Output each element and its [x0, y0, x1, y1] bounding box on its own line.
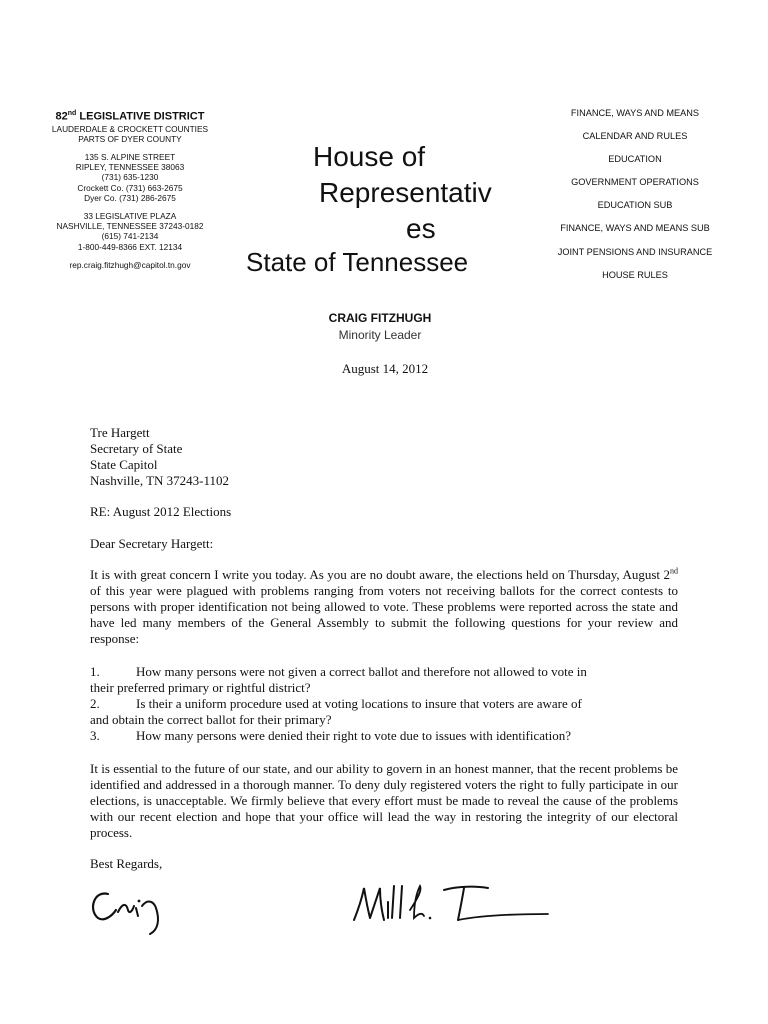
capitol-street: 33 LEGISLATIVE PLAZA — [83, 211, 177, 222]
signature-craig — [86, 876, 186, 936]
recipient-line: Tre Hargett — [90, 425, 150, 440]
committee-item: EDUCATION — [608, 154, 662, 165]
title-line-1: House of — [313, 141, 426, 172]
district-street: 135 S. ALPINE STREET — [84, 152, 176, 163]
district-phone: (731) 635-1230 — [101, 172, 159, 183]
paragraph-intro: It is with great concern I write you today. As you are no doubt aware, the elections held on Thursday, August 2nd of this year were plagued with problems ranging from voters not receiving ballots for the correct contests to persons with proper identification not being allowed to vote. These problems were reported across the state and have led many members of the General Assembly to submit the following questions for your review and response: — [90, 566, 678, 646]
committee-list — [545, 107, 725, 292]
tollfree-phone: 1-800-449-8366 EXT. 12134 — [77, 241, 183, 252]
committee-item: CALENDAR AND RULES — [582, 131, 688, 142]
salutation: Dear Secretary Hargett: — [90, 536, 214, 551]
capitol-city: NASHVILLE, TENNESSEE 37243-0182 — [56, 221, 204, 232]
recipient-line: Secretary of State — [90, 441, 183, 456]
title-line-2: Representativ — [319, 177, 492, 208]
question-item: 1. How many persons were not given a correct ballot and therefore not allowed to vote in — [90, 664, 587, 679]
recipient-line: Nashville, TN 37243-1102 — [90, 473, 230, 488]
paragraph-closing: It is essential to the future of our state, and our ability to govern in an honest manner, that the recent problems be identified and addressed in a thorough manner. To deny duly registered voters the right to fully participate in our elections, is unacceptable. We firmly believe that every effort must be made to reveal the cause of the problems with our recent election and hope that your office will lead the way in restoring the integrity of our electoral process. — [90, 761, 678, 840]
crockett-phone: Crockett Co. (731) 663-2675 — [77, 182, 183, 193]
committee-item: EDUCATION SUB — [597, 200, 673, 211]
counties: LAUDERDALE & CROCKETT COUNTIES — [51, 123, 209, 134]
committee-item: GOVERNMENT OPERATIONS — [571, 177, 699, 188]
question-item: 3. How many persons were denied their right to vote due to issues with identification? — [90, 728, 572, 743]
letterhead-title — [236, 140, 526, 280]
question-continuation: their preferred primary or rightful district? — [90, 680, 311, 695]
representative-name: CRAIG FITZHUGH — [328, 311, 432, 325]
committee-item: HOUSE RULES — [602, 269, 668, 280]
email: rep.craig.fitzhugh@capitol.tn.gov — [69, 259, 191, 270]
letter-date: August 14, 2012 — [341, 361, 429, 376]
title-line-4: State of Tennessee — [246, 247, 469, 277]
question-item: 2. Is their a uniform procedure used at voting locations to insure that voters are aware of — [90, 696, 582, 711]
signature-second — [348, 880, 554, 926]
district-city: RIPLEY, TENNESSEE 38063 — [75, 162, 185, 173]
committee-item: JOINT PENSIONS AND INSURANCE — [557, 246, 713, 257]
committee-item: FINANCE, WAYS AND MEANS SUB — [560, 223, 710, 234]
closing: Best Regards, — [90, 856, 163, 871]
recipient-address — [90, 425, 678, 489]
capitol-phone: (615) 741-2134 — [101, 231, 159, 242]
questions-list — [90, 664, 678, 744]
representative-title: Minority Leader — [338, 328, 422, 342]
question-continuation: and obtain the correct ballot for their primary? — [90, 712, 332, 727]
dyer-phone: Dyer Co. (731) 286-2675 — [84, 192, 176, 203]
district-info — [30, 107, 230, 270]
title-line-3: es — [406, 213, 436, 244]
recipient-line: State Capitol — [90, 457, 158, 472]
parts: PARTS OF DYER COUNTY — [78, 133, 182, 144]
district-heading: 82nd LEGISLATIVE DISTRICT — [55, 110, 205, 123]
committee-item: FINANCE, WAYS AND MEANS — [570, 108, 700, 118]
subject-line: RE: August 2012 Elections — [90, 504, 232, 519]
